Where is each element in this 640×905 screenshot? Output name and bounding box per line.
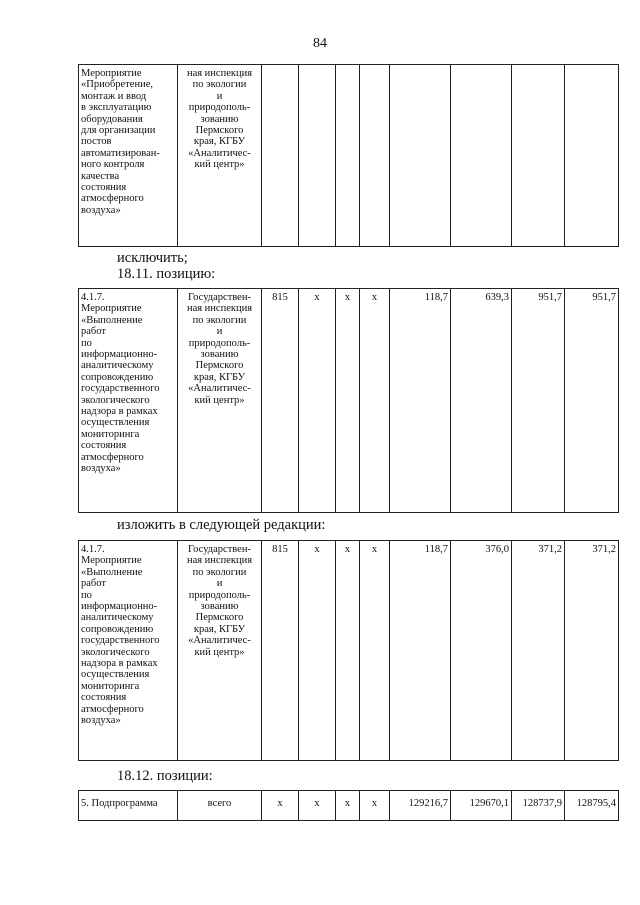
cell-executor: ная инспекция по экологии и природополь- зованию Пермского края, КГБУ «Аналитичес- кий центр» [178, 65, 262, 247]
cell-value-4 [565, 65, 619, 247]
cell-rz: x [299, 289, 336, 513]
cell-value-3: 128737,9 [512, 791, 565, 821]
cell-name: 4.1.7. Мероприятие «Выполнение работ по информационно- аналитическому сопровождению государственного экологического надзора в рамках осуществления мониторинга состояния атмосферного воздуха» [79, 541, 178, 761]
cell-vr [360, 65, 390, 247]
cell-vr: x [360, 791, 390, 821]
cell-csr [336, 65, 360, 247]
cell-executor: Государствен- ная инспекция по экологии и природополь- зованию Пермского края, КГБУ «Аналитичес- кий центр» [178, 541, 262, 761]
table-continuation [78, 64, 619, 247]
cell-grbs [262, 65, 299, 247]
cell-executor: Государствен- ная инспекция по экологии и природополь- зованию Пермского края, КГБУ «Аналитичес- кий центр» [178, 289, 262, 513]
cell-value-4: 951,7 [565, 289, 619, 513]
table-position-before [78, 288, 619, 513]
table-position-after [78, 540, 619, 761]
table-subprogram [78, 790, 619, 821]
cell-grbs: 815 [262, 541, 299, 761]
cell-value-1: 118,7 [390, 541, 451, 761]
cell-value-2: 376,0 [451, 541, 512, 761]
cell-name: Мероприятие «Приобретение, монтаж и ввод в эксплуатацию оборудования для организации постов автоматизирован- ного контроля качества состояния атмосферного воздуха» [79, 65, 178, 247]
cell-name: 5. Подпрограмма [79, 791, 178, 821]
table-row [79, 289, 619, 513]
cell-executor: всего [178, 791, 262, 821]
cell-value-3: 371,2 [512, 541, 565, 761]
cell-value-2: 639,3 [451, 289, 512, 513]
cell-vr: x [360, 289, 390, 513]
table-row [79, 541, 619, 761]
cell-csr: x [336, 791, 360, 821]
cell-grbs: x [262, 791, 299, 821]
cell-value-2: 129670,1 [451, 791, 512, 821]
table-row [79, 65, 619, 247]
cell-value-1 [390, 65, 451, 247]
cell-value-1: 118,7 [390, 289, 451, 513]
cell-value-3: 951,7 [512, 289, 565, 513]
cell-csr: x [336, 541, 360, 761]
cell-vr: x [360, 541, 390, 761]
cell-value-3 [512, 65, 565, 247]
page-number: 84 [313, 36, 327, 51]
cell-value-4: 371,2 [565, 541, 619, 761]
instruction-edit: изложить в следующей редакции: [117, 517, 326, 533]
cell-name: 4.1.7. Мероприятие «Выполнение работ по информационно- аналитическому сопровождению государственного экологического надзора в рамках осуществления мониторинга состояния атмосферного воздуха» [79, 289, 178, 513]
cell-rz: x [299, 541, 336, 761]
instruction-exclude: исключить; [117, 250, 188, 266]
instruction-18-11: 18.11. позицию: [117, 266, 216, 282]
cell-rz: x [299, 791, 336, 821]
instruction-18-12: 18.12. позиции: [117, 768, 213, 784]
table-row [79, 791, 619, 821]
cell-rz [299, 65, 336, 247]
cell-value-4: 128795,4 [565, 791, 619, 821]
cell-csr: x [336, 289, 360, 513]
cell-grbs: 815 [262, 289, 299, 513]
cell-value-1: 129216,7 [390, 791, 451, 821]
cell-value-2 [451, 65, 512, 247]
